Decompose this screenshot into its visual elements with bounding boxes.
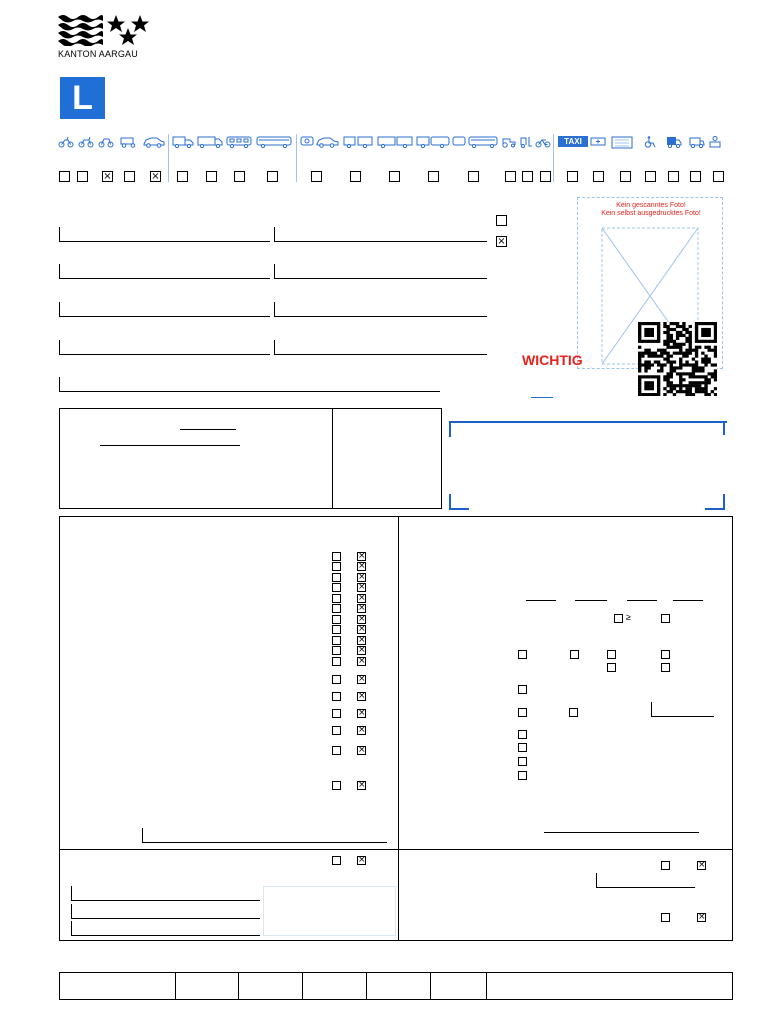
no-checkbox[interactable] — [332, 562, 341, 571]
no-checkbox[interactable] — [332, 636, 341, 645]
frame-corner — [449, 421, 727, 437]
car-icon — [143, 136, 165, 148]
category-checkbox[interactable] — [645, 171, 656, 182]
category-checkbox[interactable] — [350, 171, 361, 182]
info-line — [100, 445, 240, 446]
yes-checkbox[interactable] — [357, 573, 366, 582]
no-checkbox[interactable] — [332, 746, 341, 755]
frame-corner — [449, 494, 469, 510]
no-checkbox[interactable] — [332, 573, 341, 582]
yes-checkbox[interactable] — [357, 781, 366, 790]
motorcycle-small-icon — [78, 136, 94, 148]
car-trailer-small-icon — [300, 136, 316, 148]
yes-checkbox[interactable] — [357, 746, 366, 755]
option-checkbox[interactable] — [661, 650, 670, 659]
yes-checkbox[interactable] — [357, 552, 366, 561]
no-checkbox[interactable] — [332, 726, 341, 735]
car-trailer-icon — [316, 136, 340, 148]
no-checkbox[interactable] — [332, 615, 341, 624]
yes-checkbox[interactable] — [357, 692, 366, 701]
category-checkbox[interactable] — [540, 171, 551, 182]
option-checkbox[interactable] — [518, 730, 527, 739]
motorcycle-icon — [98, 136, 114, 148]
date-segment-line — [673, 600, 703, 601]
yes-checkbox[interactable] — [357, 562, 366, 571]
bus-trailer-icon — [416, 136, 450, 148]
category-checkbox[interactable] — [668, 171, 679, 182]
vehicle-icons-row — [0, 0, 768, 190]
input-field[interactable] — [596, 873, 695, 888]
category-checkbox[interactable] — [428, 171, 439, 182]
important-link-line — [531, 397, 553, 398]
photo-notice-line1: Kein gescanntes Foto! — [616, 202, 686, 209]
input-field[interactable] — [274, 264, 487, 279]
input-field[interactable] — [71, 886, 260, 901]
option-checkbox[interactable] — [569, 708, 578, 717]
input-field[interactable] — [59, 264, 270, 279]
category-checkbox[interactable] — [311, 171, 322, 182]
option-checkbox[interactable] — [607, 663, 616, 672]
table-divider — [175, 973, 176, 999]
input-field[interactable] — [142, 828, 387, 843]
category-checkbox[interactable] — [206, 171, 217, 182]
yes-checkbox[interactable] — [357, 604, 366, 613]
input-field[interactable] — [651, 702, 714, 717]
category-checkbox[interactable] — [150, 171, 161, 182]
category-checkbox[interactable] — [59, 171, 70, 182]
no-checkbox[interactable] — [332, 594, 341, 603]
no-checkbox[interactable] — [332, 692, 341, 701]
forklift-icon — [519, 136, 533, 148]
option-checkbox[interactable] — [518, 685, 527, 694]
yes-checkbox[interactable] — [357, 646, 366, 655]
signature-frame[interactable] — [449, 421, 725, 510]
date-segment-line — [575, 600, 607, 601]
option-checkbox[interactable] — [661, 663, 670, 672]
yes-checkbox[interactable] — [357, 657, 366, 666]
taxi-label: TAXI — [564, 137, 582, 146]
category-checkbox[interactable] — [234, 171, 245, 182]
option-checkbox[interactable] — [607, 650, 616, 659]
category-checkbox[interactable] — [522, 171, 533, 182]
truck-trailer-icon — [377, 136, 413, 148]
personal-checkbox[interactable] — [496, 236, 507, 247]
category-checkbox[interactable] — [620, 171, 631, 182]
ge-symbol: ≥ — [626, 612, 631, 622]
bicycle-icon — [535, 136, 551, 148]
option-checkbox[interactable] — [518, 708, 527, 717]
input-field[interactable] — [71, 921, 260, 936]
category-checkbox[interactable] — [267, 171, 278, 182]
option-checkbox[interactable] — [614, 614, 623, 623]
input-field[interactable] — [59, 302, 270, 317]
minibus-trailer-icon — [452, 136, 466, 148]
yes-checkbox[interactable] — [697, 913, 706, 922]
no-checkbox[interactable] — [661, 861, 670, 870]
info-line — [180, 429, 236, 430]
van-trailer-icon — [343, 136, 373, 148]
table-divider — [486, 973, 487, 999]
no-checkbox[interactable] — [332, 675, 341, 684]
input-field[interactable] — [59, 377, 440, 392]
category-checkbox[interactable] — [389, 171, 400, 182]
truck-icon — [197, 136, 223, 148]
yes-checkbox[interactable] — [697, 861, 706, 870]
yes-checkbox[interactable] — [357, 594, 366, 603]
category-checkbox[interactable] — [124, 171, 135, 182]
no-checkbox[interactable] — [332, 781, 341, 790]
category-checkbox-row — [0, 171, 768, 183]
input-field[interactable] — [59, 227, 270, 242]
no-checkbox[interactable] — [332, 552, 341, 561]
canton-name: KANTON AARGAU — [58, 49, 138, 59]
category-checkbox[interactable] — [690, 171, 701, 182]
table-divider — [366, 973, 367, 999]
category-checkbox[interactable] — [102, 171, 113, 182]
yes-checkbox[interactable] — [357, 675, 366, 684]
minibus-icon — [226, 136, 252, 148]
category-checkbox[interactable] — [713, 171, 724, 182]
option-checkbox[interactable] — [518, 757, 527, 766]
signature-line — [544, 832, 699, 833]
important-label: WICHTIG — [522, 352, 583, 368]
option-checkbox[interactable] — [518, 650, 527, 659]
date-segment-line — [627, 600, 657, 601]
category-checkbox[interactable] — [567, 171, 578, 182]
info-box-left — [59, 408, 333, 509]
frame-corner — [705, 494, 725, 510]
input-field[interactable] — [274, 302, 487, 317]
personal-checkbox[interactable] — [496, 215, 507, 226]
delivery-icon — [689, 136, 705, 148]
input-field[interactable] — [274, 340, 487, 355]
yes-checkbox[interactable] — [357, 709, 366, 718]
yes-checkbox[interactable] — [357, 726, 366, 735]
no-checkbox[interactable] — [332, 604, 341, 613]
category-checkbox[interactable] — [505, 171, 516, 182]
option-checkbox[interactable] — [518, 743, 527, 752]
option-checkbox[interactable] — [661, 614, 670, 623]
transport-icon — [666, 136, 682, 148]
table-divider — [302, 973, 303, 999]
qr-code — [638, 322, 717, 396]
section-divider — [398, 516, 399, 941]
yes-checkbox[interactable] — [357, 583, 366, 592]
tractor-icon — [501, 136, 517, 148]
yes-checkbox[interactable] — [357, 856, 366, 865]
office-table — [59, 972, 733, 1000]
yes-checkbox[interactable] — [357, 615, 366, 624]
instructor-icon — [708, 136, 722, 148]
input-field[interactable] — [71, 904, 260, 919]
taxi-badge — [558, 136, 588, 147]
section-divider — [59, 849, 733, 850]
input-field[interactable] — [59, 340, 270, 355]
ambulance-icon — [590, 136, 606, 148]
bus-icon — [256, 136, 292, 148]
no-checkbox[interactable] — [332, 856, 341, 865]
stamp-box[interactable] — [263, 886, 396, 936]
category-checkbox[interactable] — [593, 171, 604, 182]
photo-notice-line2: Kein selbst ausgedrucktes Foto! — [601, 210, 701, 217]
wheelchair-icon — [643, 136, 657, 148]
school-bus-icon — [611, 136, 633, 148]
yes-checkbox[interactable] — [357, 636, 366, 645]
date-segment-line — [526, 600, 556, 601]
table-divider — [430, 973, 431, 999]
category-checkbox[interactable] — [77, 171, 88, 182]
coach-icon — [468, 136, 498, 148]
input-field[interactable] — [274, 227, 487, 242]
truck-small-icon — [172, 136, 194, 148]
learner-letter: L — [72, 79, 93, 117]
frame-corner — [723, 421, 725, 435]
option-checkbox[interactable] — [570, 650, 579, 659]
tricycle-icon — [120, 136, 138, 148]
no-checkbox[interactable] — [332, 583, 341, 592]
table-divider — [238, 973, 239, 999]
category-checkbox[interactable] — [468, 171, 479, 182]
option-checkbox[interactable] — [518, 771, 527, 780]
moped-icon — [58, 136, 74, 148]
no-checkbox[interactable] — [661, 913, 670, 922]
no-checkbox[interactable] — [332, 657, 341, 666]
no-checkbox[interactable] — [332, 625, 341, 634]
yes-checkbox[interactable] — [357, 625, 366, 634]
qr-code-icon — [638, 322, 717, 396]
no-checkbox[interactable] — [332, 709, 341, 718]
category-checkbox[interactable] — [177, 171, 188, 182]
no-checkbox[interactable] — [332, 646, 341, 655]
info-box-right — [332, 408, 442, 509]
